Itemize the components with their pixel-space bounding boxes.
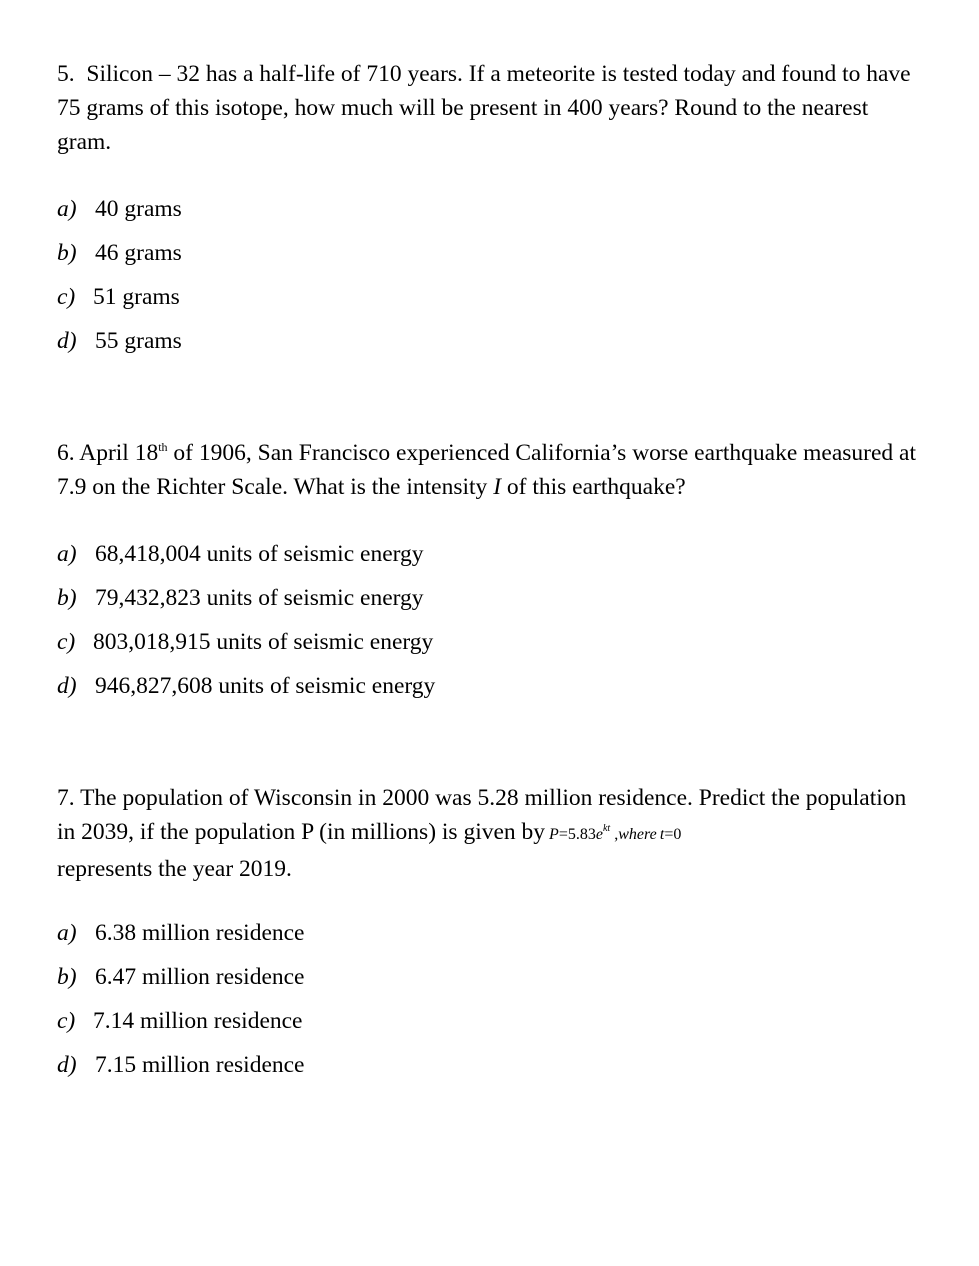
question-text-part: of 1906, San Francisco experienced California’s worse earthquake measured at 7.9 on the Richter Scale. What is the intensity [57, 440, 917, 500]
question-5-options [57, 187, 182, 363]
option-a[interactable] [57, 911, 305, 955]
formula-exponent: kt [602, 823, 611, 834]
option-text: 68,418,004 units of seismic energy [95, 541, 424, 567]
option-text: 946,827,608 units of seismic energy [95, 673, 436, 699]
option-text: 803,018,915 units of seismic energy [93, 629, 434, 655]
question-6-stem [57, 436, 927, 504]
option-d[interactable] [57, 664, 435, 708]
option-a[interactable] [57, 532, 435, 576]
formula-lhs: P [549, 826, 559, 843]
question-7-options [57, 911, 305, 1087]
option-b[interactable] [57, 576, 435, 620]
option-a[interactable] [57, 187, 182, 231]
option-text: 55 grams [95, 328, 182, 354]
question-text-part: The population of Wisconsin in 2000 was 5.28 million residence. Predict the population in 2039, if the population P (in millions) is given by [57, 785, 907, 845]
formula-where: where [618, 826, 657, 843]
formula-t: t [659, 826, 665, 843]
option-letter: b) [57, 964, 77, 990]
option-text: 7.14 million residence [93, 1008, 303, 1034]
option-letter: a) [57, 920, 77, 946]
question-text-part: of this earthquake? [501, 474, 686, 500]
formula-comma: , [610, 826, 619, 843]
ordinal-suffix: th [158, 440, 168, 454]
option-c[interactable] [57, 999, 305, 1043]
option-d[interactable] [57, 319, 182, 363]
option-text: 46 grams [95, 240, 182, 266]
option-letter: d) [57, 1052, 77, 1078]
option-letter: c) [57, 629, 76, 655]
option-text: 51 grams [93, 284, 180, 310]
option-c[interactable] [57, 620, 435, 664]
option-b[interactable] [57, 955, 305, 999]
formula-rhs: =0 [664, 826, 682, 843]
option-letter: d) [57, 673, 77, 699]
option-c[interactable] [57, 275, 182, 319]
formula-base: e [595, 826, 603, 843]
option-text: 7.15 million residence [95, 1052, 305, 1078]
question-text-part: April 18 [79, 440, 159, 466]
formula-coefficient: =5.83 [558, 826, 596, 843]
question-5-stem [57, 57, 927, 159]
option-text: 6.47 million residence [95, 964, 305, 990]
question-7 [57, 781, 927, 886]
option-text: 40 grams [95, 196, 182, 222]
question-text: Silicon – 32 has a half-life of 710 years. If a meteorite is tested today and found to have 75 grams of this isotope, how much will be present in 400 years? Round to the nearest gram. [57, 61, 911, 155]
question-text-part: represents the year 2019. [57, 856, 292, 882]
option-text: 6.38 million residence [95, 920, 305, 946]
question-6 [57, 436, 927, 504]
option-d[interactable] [57, 1043, 305, 1087]
option-letter: d) [57, 328, 77, 354]
intensity-variable: I [493, 474, 502, 500]
question-5 [57, 57, 927, 159]
question-number: 5. [57, 61, 75, 87]
question-7-stem [57, 781, 927, 886]
option-letter: c) [57, 284, 76, 310]
option-letter: b) [57, 585, 77, 611]
option-letter: a) [57, 196, 77, 222]
option-letter: a) [57, 541, 77, 567]
question-6-options [57, 532, 435, 708]
option-letter: b) [57, 240, 77, 266]
population-formula [549, 818, 681, 852]
question-number: 6. [57, 440, 75, 466]
option-b[interactable] [57, 231, 182, 275]
question-number: 7. [57, 785, 75, 811]
option-letter: c) [57, 1008, 76, 1034]
option-text: 79,432,823 units of seismic energy [95, 585, 424, 611]
